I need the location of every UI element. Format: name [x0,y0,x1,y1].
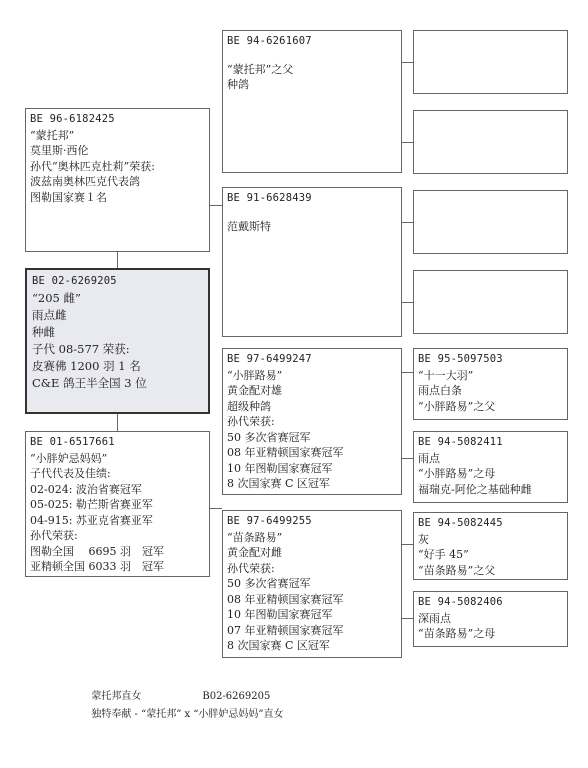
dam-dam-ring: BE 97-6499255 [227,515,312,527]
ggp-line: “苗条路易”之母 [418,627,496,640]
dam-dam-line: 50 多次省赛冠军 [227,577,311,590]
dam-line: 04-915: 苏亚克省赛亚军 [30,513,153,527]
footer-title-left: 蒙托邦直女 [91,691,142,702]
dam-line: “小胖妒忌妈妈” [30,451,108,465]
ggp-card-empty [413,110,568,174]
ggp-line: 雨点白条 [418,384,462,397]
ggp-card-empty [413,30,568,94]
dam-sire-ring: BE 97-6499247 [227,353,312,365]
main-bird-ring: BE 02-6269205 [32,275,117,287]
connector-dam-gp [209,508,222,509]
ggp-ring: BE 94-5082411 [418,436,503,448]
connector-sire-main [117,252,118,269]
connector-ggp-2 [401,142,413,143]
connector-ggp-5 [401,372,413,373]
sire-line: 波兹南奥林匹克代表鸽 [30,175,140,188]
sire-dam-ring: BE 91-6628439 [227,192,312,204]
footer-dedication-text: 独特奉献 - “蒙托邦” x “小胖妒忌妈妈”直女 [91,709,284,720]
dam-dam-line: “苗条路易” [227,530,283,544]
dam-sire-line: 黄金配对雄 [227,384,282,397]
ggp-ring: BE 95-5097503 [418,353,503,365]
dam-line: 孙代荣获: [30,529,78,542]
connector-sire-gp [209,205,222,206]
sire-ring: BE 96-6182425 [30,113,115,125]
connector-ggp-1 [401,62,413,63]
ggp-card [413,431,568,503]
sire-line: “蒙托邦” [30,128,75,142]
ggp-ring: BE 94-5082406 [418,596,503,608]
dam-sire-card [222,348,402,495]
ggp-line: 灰 [418,532,429,546]
dam-dam-line: 8 次国家赛 C 区冠军 [227,639,330,652]
dam-ring: BE 01-6517661 [30,436,115,448]
connector-ggp-8 [401,618,413,619]
main-bird-line: “205 雌” [32,291,81,305]
sire-card [25,108,210,252]
dam-line: 子代代表及佳绩: [30,467,111,480]
dam-dam-line: 07 年亚精顿国家赛冠军 [227,623,344,637]
dam-sire-line: 8 次国家赛 C 区冠军 [227,477,330,490]
sire-line: 莫里斯·西伦 [30,144,89,157]
dam-sire-line: 10 年图勒国家赛冠军 [227,461,333,475]
connector-ggp-6 [401,458,413,459]
dam-dam-line: 08 年亚精顿国家赛冠军 [227,592,344,606]
sire-sire-card [222,30,402,173]
dam-card [25,431,210,577]
dam-dam-card [222,510,402,658]
dam-line: 05-025: 勒芒斯省赛亚军 [30,498,153,511]
main-bird-card [25,268,210,414]
dam-line: 图勒全国 6695 羽 冠军 [30,544,164,558]
dam-line: 02-024: 波治省赛冠军 [30,482,142,496]
dam-sire-line: 50 多次省赛冠军 [227,430,311,444]
connector-ggp-3 [401,222,413,223]
sire-dam-card [222,187,402,337]
ggp-line: “小胖路易”之父 [418,399,496,413]
ggp-card [413,512,568,580]
dam-line: 亚精顿全国 6033 羽 冠军 [30,560,164,573]
connector-ggp-7 [401,544,413,545]
main-bird-line: 种雌 [32,325,55,339]
dam-dam-line: 孙代荣获: [227,561,275,575]
main-bird-line: 子代 08-577 荣获: [32,342,130,356]
sire-sire-ring: BE 94-6261607 [227,35,312,47]
sire-sire-line: 种鸽 [227,78,249,91]
ggp-line: “好手 45” [418,548,469,561]
connector-ggp-4 [401,302,413,303]
dam-sire-line: 08 年亚精顿国家赛冠军 [227,446,344,459]
ggp-line: “小胖路易”之母 [418,467,496,480]
ggp-ring: BE 94-5082445 [418,517,503,529]
main-bird-line: 皮赛佛 1200 羽 1 名 [32,359,141,373]
dam-dam-line: 黄金配对雌 [227,546,282,559]
footer-dedication [85,694,284,722]
main-bird-line: C&E 鸽王半全国 3 位 [32,376,147,390]
ggp-line: “十一大羽” [418,368,474,382]
connector-main-dam [117,414,118,431]
sire-sire-line: “蒙托邦”之父 [227,62,294,76]
sire-line: 图勒国家赛１名 [30,190,107,204]
dam-dam-line: 10 年图勒国家赛冠军 [227,608,333,621]
dam-sire-line: “小胖路易” [227,368,283,382]
sire-line: 孙代“奥林匹克杜莉”荣获: [30,159,155,173]
ggp-line: 福瑞克-阿伦之基础种雌 [418,482,532,496]
dam-sire-line: 孙代荣获: [227,415,275,428]
dam-sire-line: 超级种鸽 [227,399,271,413]
ggp-card-empty [413,270,568,334]
ggp-line: “苗条路易”之父 [418,563,496,577]
main-bird-line: 雨点雌 [32,308,67,322]
ggp-line: 深雨点 [418,611,451,625]
ggp-line: 雨点 [418,451,440,465]
ggp-card [413,348,568,420]
ggp-card [413,591,568,647]
footer-ring-number: B02-6269205 [202,691,271,702]
sire-dam-line: 范戴斯特 [227,219,271,233]
ggp-card-empty [413,190,568,254]
